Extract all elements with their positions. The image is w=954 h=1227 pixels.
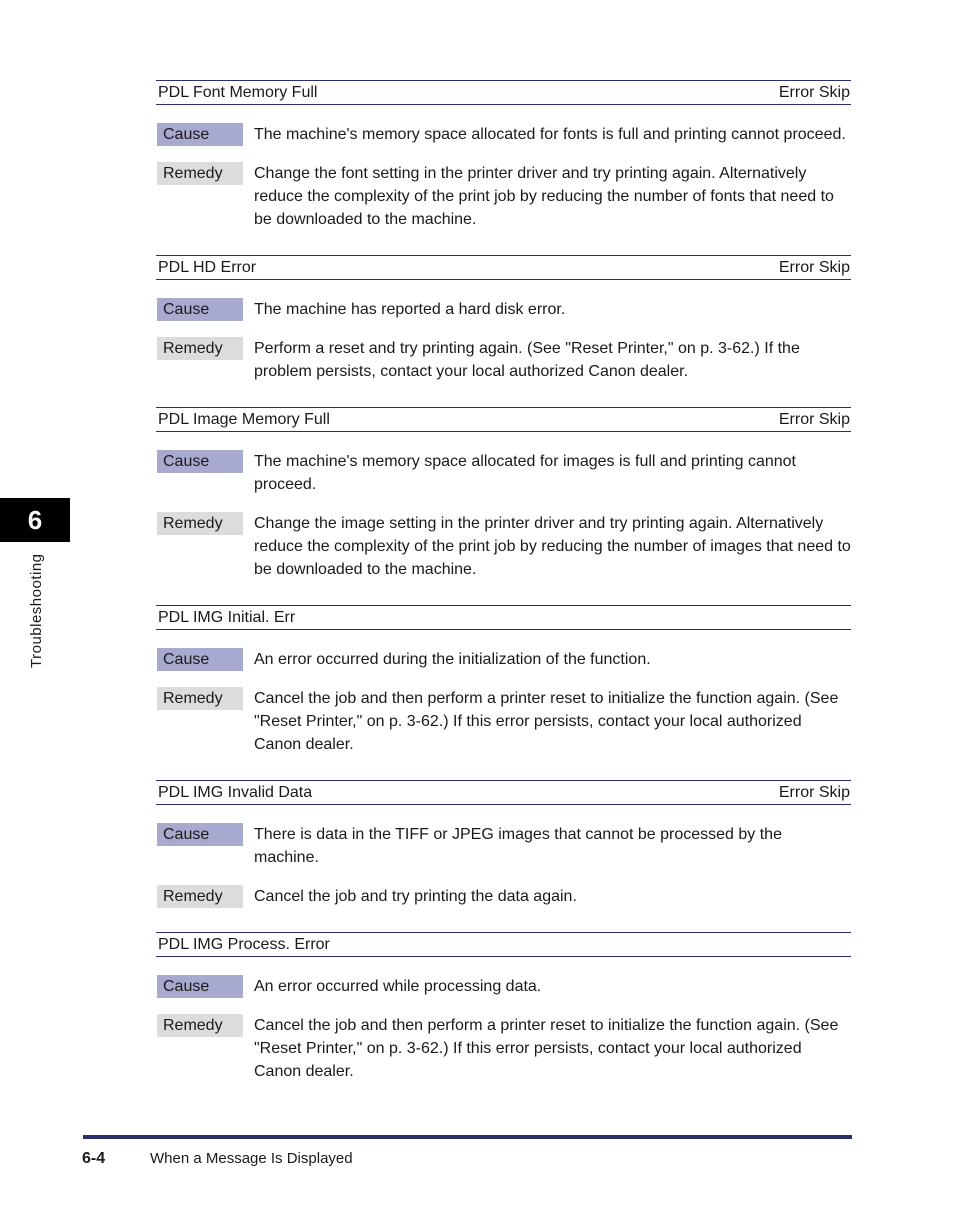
- message-title: PDL HD Error: [158, 258, 257, 276]
- message-header: [156, 932, 851, 957]
- cause-text: There is data in the TIFF or JPEG images that cannot be processed by the machine.: [254, 826, 782, 866]
- cause-text: The machine's memory space allocated for images is full and printing cannot proceed.: [254, 453, 796, 493]
- message-header: [156, 780, 851, 805]
- message-header: [156, 80, 851, 105]
- remedy-text: Perform a reset and try printing again. (See "Reset Printer," on p. 3-62.) If the problem persists, contact your local authorized Canon dealer.: [254, 340, 800, 380]
- cause-label: Cause: [157, 450, 243, 473]
- remedy-text: Change the font setting in the printer driver and try printing again. Alternatively reduce the complexity of the print job by reducing the number of fonts that need to be downloaded to the machine.: [254, 165, 834, 228]
- remedy-label: Remedy: [157, 687, 243, 710]
- cause-row: [156, 123, 851, 146]
- cause-text: An error occurred while processing data.: [254, 978, 542, 995]
- footer-rule: [83, 1135, 852, 1139]
- message-title: PDL Image Memory Full: [158, 410, 330, 428]
- cause-text: The machine has reported a hard disk error.: [254, 301, 566, 318]
- remedy-text: Cancel the job and try printing the data again.: [254, 888, 577, 905]
- remedy-label: Remedy: [157, 512, 243, 535]
- remedy-row: [156, 1014, 851, 1083]
- message-title: PDL Font Memory Full: [158, 83, 318, 101]
- message-list: [156, 80, 851, 1083]
- remedy-text: Change the image setting in the printer driver and try printing again. Alternatively reduce the complexity of the print job by reducing the number of images that need to be downloaded to the machine.: [254, 515, 851, 578]
- remedy-text: Cancel the job and then perform a printer reset to initialize the function again. (See "Reset Printer," on p. 3-62.) If this error persists, contact your local authorized Canon dealer.: [254, 690, 839, 753]
- message-title: PDL IMG Initial. Err: [158, 608, 296, 626]
- remedy-row: [156, 687, 851, 756]
- chapter-label: Troubleshooting: [28, 553, 45, 668]
- remedy-label: Remedy: [157, 1014, 243, 1037]
- remedy-row: [156, 885, 851, 908]
- remedy-label: Remedy: [157, 885, 243, 908]
- message-title: PDL IMG Invalid Data: [158, 783, 313, 801]
- chapter-number: 6: [27, 504, 43, 535]
- message-status: Error Skip: [778, 83, 850, 101]
- message-title: PDL IMG Process. Error: [158, 935, 330, 953]
- chapter-tab: [0, 498, 70, 542]
- cause-label: Cause: [157, 298, 243, 321]
- cause-label: Cause: [157, 648, 243, 671]
- message-section: [156, 80, 851, 231]
- message-section: [156, 932, 851, 1083]
- cause-row: [156, 975, 851, 998]
- message-header: [156, 255, 851, 280]
- remedy-row: [156, 162, 851, 231]
- cause-text: An error occurred during the initialization of the function.: [254, 651, 651, 668]
- cause-text: The machine's memory space allocated for fonts is full and printing cannot proceed.: [254, 126, 846, 143]
- remedy-label: Remedy: [157, 337, 243, 360]
- message-status: Error Skip: [778, 410, 850, 428]
- cause-label: Cause: [157, 823, 243, 846]
- message-status: Error Skip: [778, 783, 850, 801]
- page-number: 6-4: [82, 1150, 106, 1167]
- message-section: [156, 780, 851, 908]
- cause-row: [156, 648, 851, 671]
- cause-label: Cause: [157, 975, 243, 998]
- remedy-label: Remedy: [157, 162, 243, 185]
- cause-row: [156, 298, 851, 321]
- message-header: [156, 407, 851, 432]
- message-status: Error Skip: [778, 258, 850, 276]
- remedy-text: Cancel the job and then perform a printer reset to initialize the function again. (See "Reset Printer," on p. 3-62.) If this error persists, contact your local authorized Canon dealer.: [254, 1017, 839, 1080]
- cause-label: Cause: [157, 123, 243, 146]
- message-header: [156, 605, 851, 630]
- footer-title: When a Message Is Displayed: [150, 1150, 353, 1167]
- remedy-row: [156, 337, 851, 383]
- message-section: [156, 255, 851, 383]
- message-section: [156, 605, 851, 756]
- message-section: [156, 407, 851, 581]
- cause-row: [156, 823, 851, 869]
- remedy-row: [156, 512, 851, 581]
- cause-row: [156, 450, 851, 496]
